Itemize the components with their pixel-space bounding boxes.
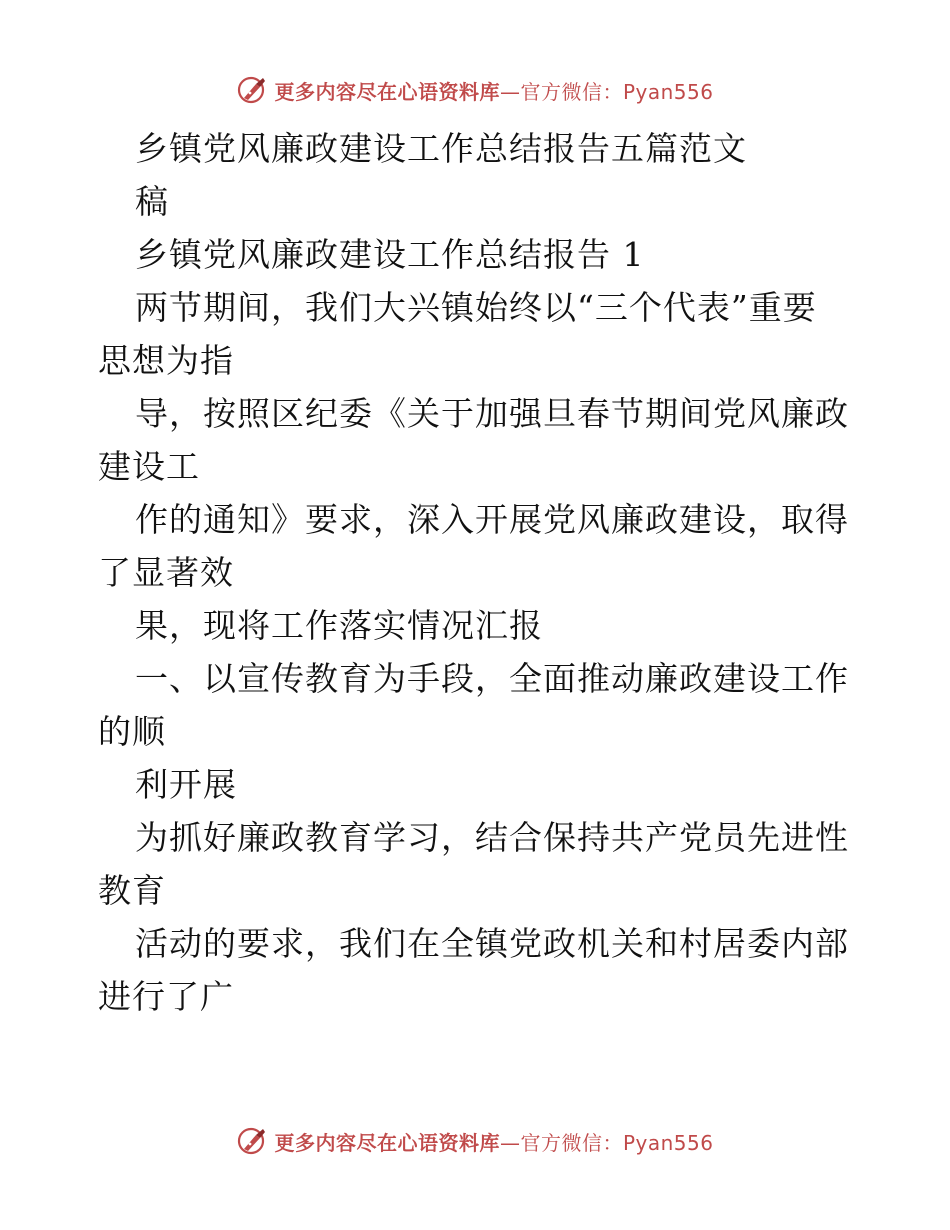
document-line: 活动的要求，我们在全镇党政机关和村居委内部 (135, 924, 849, 963)
banner-text (274, 76, 713, 105)
pen-nib-logo-icon (236, 74, 268, 106)
document-line: 建设工 (98, 447, 200, 486)
banner-contact-text: 官方微信：Pyan556 (520, 1130, 714, 1155)
pen-nib-logo-icon (236, 1125, 268, 1157)
document-line: 为抓好廉政教育学习，结合保持共产党员先进性 (135, 818, 849, 857)
banner-text (274, 1127, 713, 1156)
banner-main-text: 更多内容尽在心语资料库 (274, 79, 500, 104)
document-line: 稿 (135, 182, 169, 221)
document-line: 果，现将工作落实情况汇报 (135, 606, 543, 645)
document-line: 作的通知》要求，深入开展党风廉政建设，取得 (135, 500, 849, 539)
banner-contact-text: 官方微信：Pyan556 (520, 79, 714, 104)
document-line: 的顺 (98, 712, 166, 751)
document-line: 了显著效 (98, 553, 234, 592)
header-banner (0, 70, 950, 110)
document-line: 两节期间，我们大兴镇始终以“三个代表”重要 (135, 288, 817, 327)
document-line: 导，按照区纪委《关于加强旦春节期间党风廉政 (135, 394, 849, 433)
document-body (98, 122, 858, 1023)
banner-separator: — (499, 1130, 521, 1155)
banner-separator: — (499, 79, 521, 104)
document-line: 乡镇党风廉政建设工作总结报告 1 (135, 235, 645, 274)
document-line: 教育 (98, 871, 166, 910)
banner-main-text: 更多内容尽在心语资料库 (274, 1130, 500, 1155)
document-line: 一、以宣传教育为手段，全面推动廉政建设工作 (135, 659, 849, 698)
footer-banner (0, 1121, 950, 1161)
document-line: 思想为指 (98, 341, 234, 380)
document-line: 乡镇党风廉政建设工作总结报告五篇范文 (135, 129, 747, 168)
document-line: 进行了广 (98, 977, 234, 1016)
document-line: 利开展 (135, 765, 237, 804)
